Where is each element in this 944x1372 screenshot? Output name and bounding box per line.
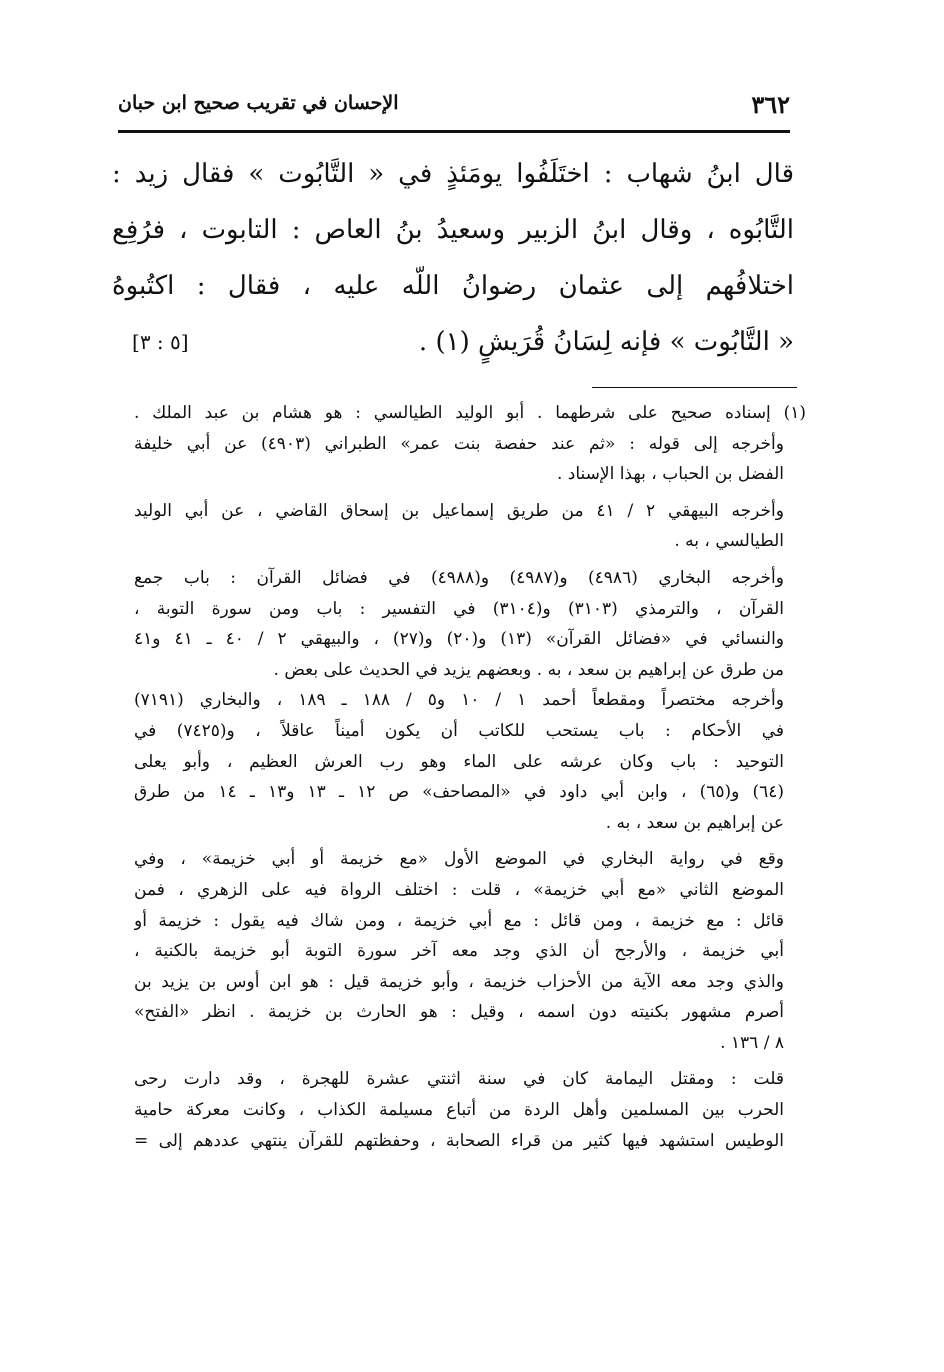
footnote-line: القرآن ، والترمذي (٣١٠٣) و(٣١٠٤) في التفسير : باب ومن سورة التوبة ، — [134, 598, 784, 619]
footnote-line: من طرق عن إبراهيم بن سعد ، به . وبعضهم يزيد في الحديث على بعض . — [273, 659, 784, 680]
hadith-last-line — [112, 314, 794, 370]
footnote-line: وأخرجه البيهقي ٢ / ٤١ من طريق إسماعيل بن إسحاق القاضي ، عن أبي الوليد — [134, 500, 784, 521]
footnote-line: الفضل بن الحباب ، بهذا الإسناد . — [556, 464, 784, 485]
hadith-text — [112, 146, 794, 370]
hadith-line: التَّابُوه ، وقال ابنُ الزبير وسعيدُ بنُ العاص : التابوت ، فرُفِع — [112, 215, 794, 245]
footnotes — [134, 398, 806, 1156]
hadith-line: اختلافُهم إلى عثمان رضوانُ اللّه عليه ، فقال : اكتُبوهُ — [112, 271, 794, 301]
footnote-line: في الأحكام : باب يستحب للكاتب أن يكون أميناً عاقلاً ، و(٧٤٢٥) في — [134, 720, 784, 741]
footnote-line: وقع في رواية البخاري في الموضع الأول «مع خزيمة أو أبي خزيمة» ، وفي — [134, 849, 784, 870]
footnote-line: (١) إسناده صحيح على شرطهما . أبو الوليد الطيالسي : هو هشام بن عبد الملك . — [134, 403, 806, 423]
footnote-line: عن إبراهيم بن سعد ، به . — [605, 812, 784, 833]
footnote-line: والنسائي في «فضائل القرآن» (١٣) و(٢٠) و(٢٧) ، والبيهقي ٢ / ٤٠ ـ ٤١ و٤١ — [134, 629, 785, 650]
footnote-line: وأخرجه إلى قوله : «ثم عند حفصة بنت عمر» الطبراني (٤٩٠٣) عن أبي خليفة — [134, 433, 784, 454]
footnote-line: أبي خزيمة ، والأرجح أن الذي وجد معه آخر سورة التوبة أبو خزيمة بالكنية ، — [134, 941, 784, 962]
hadith-line: « التَّابُوت » فإنه لِسَانُ قُرَيشٍ (١) . — [418, 327, 794, 357]
footnote-line: الحرب بين المسلمين وأهل الردة من أتباع مسيلمة الكذاب ، وكانت معركة حامية — [134, 1100, 784, 1121]
footnote-line: قائل : مع خزيمة ، ومن قائل : مع أبي خزيمة ، ومن شاك فيه يقول : خزيمة أو — [134, 910, 784, 931]
footnote-line: قلت : ومقتل اليمامة كان في سنة اثنتي عشرة للهجرة ، وقد دارت رحى — [134, 1069, 784, 1090]
footnote-line: أصرم مشهور بكنيته دون اسمه ، وقيل : هو الحارث بن خزيمة . انظر «الفتح» — [134, 1002, 784, 1023]
page-header — [118, 88, 790, 128]
footnote-line: الموضع الثاني «مع أبي خزيمة» ، قلت : اختلف الرواة فيه على الزهري ، فمن — [134, 879, 784, 900]
footnote-line: ٨ / ١٣٦ . — [720, 1032, 784, 1053]
header-rule — [118, 130, 790, 133]
footnote-line: وأخرجه البخاري (٤٩٨٦) و(٤٩٨٧) و(٤٩٨٨) في فضائل القرآن : باب جمع — [134, 567, 784, 588]
hadith-reference: [٥ : ٣] — [132, 330, 189, 354]
footnote-line: التوحيد : باب وكان عرشه على الماء وهو رب العرش العظيم ، وأبو يعلى — [134, 751, 784, 772]
footnote-line: والذي وجد معه الآية من الأحزاب خزيمة ، وأبو خزيمة قيل : هو ابن أوس بن يزيد بن — [134, 971, 784, 992]
book-title: الإحسان في تقريب صحيح ابن حبان — [118, 92, 399, 114]
hadith-line: قال ابنُ شهاب : اختَلَفُوا يومَئذٍ في « التَّابُوت » فقال زيد : — [112, 159, 794, 189]
page-number: ٣٦٢ — [751, 90, 790, 119]
footnote-line: الطيالسي ، به . — [674, 531, 784, 552]
footnote-line: وأخرجه مختصراً ومقطعاً أحمد ١ / ١٠ و٥ / ١٨٨ ـ ١٨٩ ، والبخاري (٧١٩١) — [134, 690, 784, 711]
footnote-line: (٦٤) و(٦٥) ، وابن أبي داود في «المصاحف» ص ١٢ ـ ١٣ و١٣ ـ ١٤ من طرق — [134, 782, 784, 803]
footnote-separator — [592, 387, 797, 388]
footnote-line: الوطيس استشهد فيها كثير من قراء الصحابة ، وحفظتهم للقرآن ينتهي عددهم إلى = — [134, 1130, 784, 1151]
